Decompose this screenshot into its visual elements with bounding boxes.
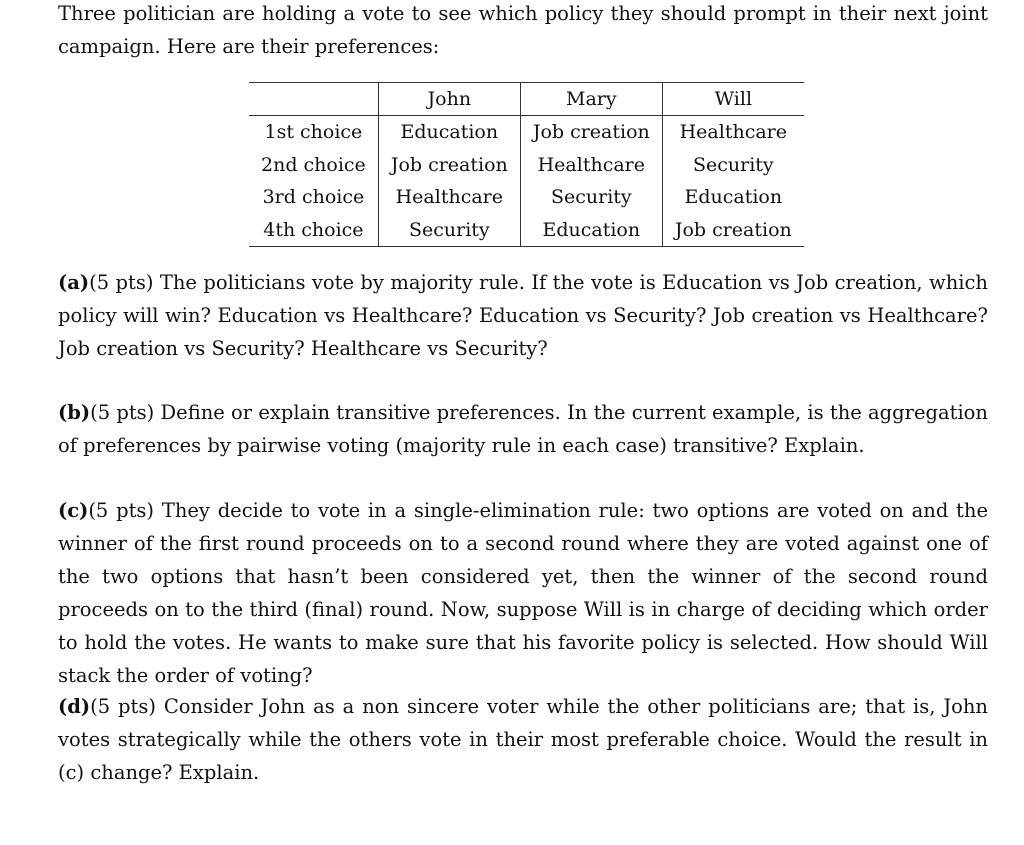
intro-paragraph: Three politician are holding a vote to see which policy they should prompt in their next joint campaign. Here are their preferences:: [58, 2, 988, 58]
table-cell: Healthcare: [662, 116, 804, 149]
table-cell: Healthcare: [378, 181, 520, 214]
table-cell: Security: [662, 149, 804, 182]
table-cell: Job creation: [662, 214, 804, 247]
row-label: 2nd choice: [261, 153, 366, 176]
question-c-text: They decide to vote in a single-elimination rule: two options are voted on and the winner of the first round proceeds on to a second round where they are voted against one of the two options that hasn’t been considered yet, then the winner of the second round proceeds on to the third (final) round. Now, suppose Will is in charge of deciding which order to hold the votes. He wants to make sure that his favorite policy is selected. How should Will stack the order of voting?: [58, 499, 988, 687]
table-header-row: [249, 83, 804, 116]
row-label: 3rd choice: [262, 186, 365, 209]
question-b-text: Define or explain transitive preferences. In the current example, is the aggregation of preferences by pairwise voting (majority rule in each case) transitive? Explain.: [58, 401, 988, 457]
question-a-text: The politicians vote by majority rule. If the vote is Education vs Job creation, which policy will win? Education vs Healthcare? Education vs Security? Job creation vs Healthcare? Job creation vs Security? Healthcare vs Security?: [58, 271, 988, 360]
question-d-text: Consider John as a non sincere voter while the other politicians are; that is, John votes strategically while the others vote in their most preferable choice. Would the result in (c) change? Explain.: [58, 695, 988, 784]
question-b-label: (b): [58, 401, 91, 424]
table-row: [249, 181, 804, 214]
table-cell: Security: [378, 214, 520, 247]
question-d: [58, 690, 988, 789]
table-cell: Job creation: [378, 149, 520, 182]
table-row: [249, 214, 804, 247]
table-cell: Education: [520, 214, 662, 247]
question-a: [58, 266, 988, 365]
header-mary: Mary: [520, 83, 662, 116]
question-c: [58, 494, 988, 692]
table-cell: Education: [378, 116, 520, 149]
header-corner: [249, 83, 378, 116]
table-row: [249, 116, 804, 149]
row-label: 1st choice: [264, 121, 363, 144]
question-c-label: (c): [58, 499, 89, 522]
table-cell: Education: [662, 181, 804, 214]
preferences-table-wrapper: [249, 82, 804, 247]
table-row: [249, 149, 804, 182]
preferences-table: [249, 82, 804, 247]
table-cell: Job creation: [520, 116, 662, 149]
question-d-label: (d): [58, 695, 91, 718]
question-a-points: (5 pts): [89, 271, 154, 294]
header-will: Will: [662, 83, 804, 116]
header-john: John: [378, 83, 520, 116]
table-cell: Security: [520, 181, 662, 214]
question-c-points: (5 pts): [88, 499, 155, 522]
question-b: [58, 396, 988, 462]
question-a-label: (a): [58, 271, 90, 294]
question-b-points: (5 pts): [90, 401, 155, 424]
table-cell: Healthcare: [520, 149, 662, 182]
question-d-points: (5 pts): [90, 695, 156, 718]
row-label: 4th choice: [249, 214, 378, 247]
